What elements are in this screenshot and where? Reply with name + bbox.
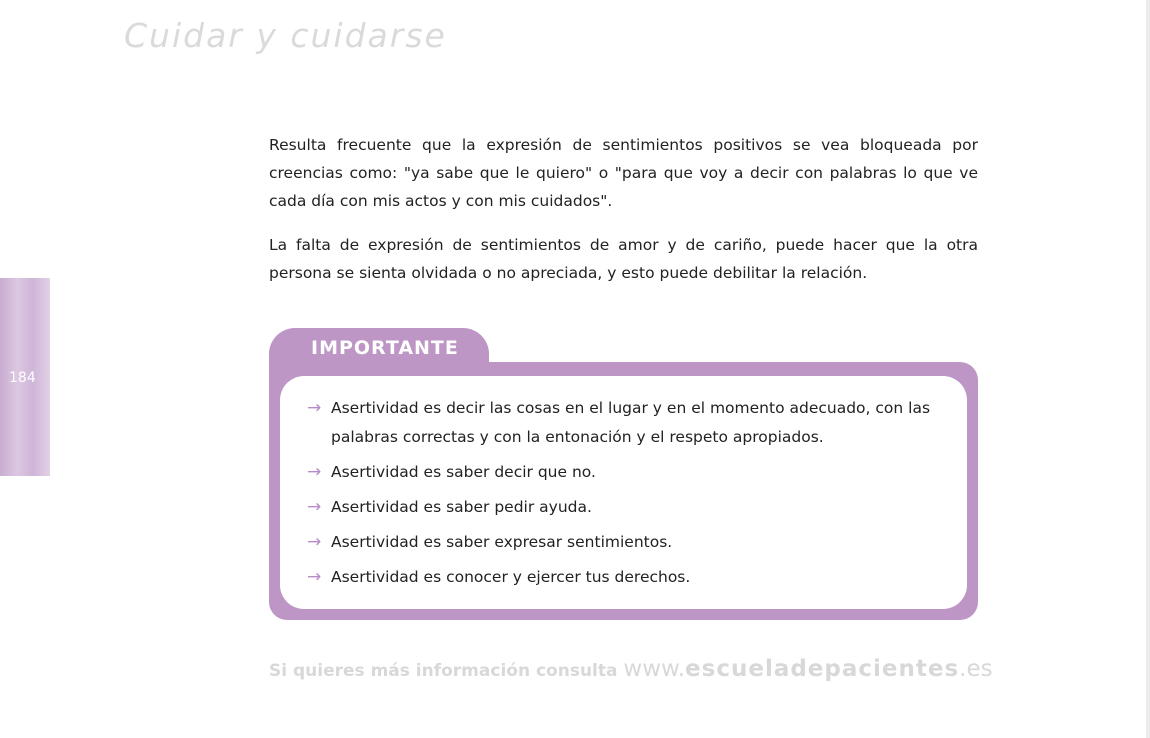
important-list	[307, 394, 947, 598]
list-item	[307, 394, 947, 452]
list-item	[307, 493, 947, 522]
paragraph-2: La falta de expresión de sentimientos de amor y de cariño, puede hacer que la otra persona se sienta olvidada o no apreciada, y esto puede debilitar la relación.	[269, 236, 978, 282]
arrow-right-icon: →	[307, 462, 322, 482]
list-item-text: Asertividad es saber expresar sentimientos.	[331, 533, 673, 551]
page-edge	[1146, 0, 1150, 738]
list-item-text: Asertividad es saber decir que no.	[331, 463, 596, 481]
list-item	[307, 458, 947, 487]
list-item	[307, 528, 947, 557]
footer-info	[269, 656, 993, 682]
arrow-right-icon: →	[307, 567, 322, 587]
list-item	[307, 563, 947, 592]
list-item-text: Asertividad es saber pedir ayuda.	[331, 498, 592, 516]
important-label: IMPORTANTE	[311, 337, 459, 359]
arrow-right-icon: →	[307, 398, 322, 418]
page-number: 184	[9, 370, 36, 386]
page-header-title: Cuidar y cuidarse	[124, 16, 447, 55]
footer-www: www.	[623, 656, 686, 682]
footer-domain: escueladepacientes	[685, 656, 960, 682]
arrow-right-icon: →	[307, 497, 322, 517]
footer-link[interactable]	[623, 656, 993, 682]
footer-prefix: Si quieres más información consulta	[269, 661, 624, 681]
list-item-text: Asertividad es decir las cosas en el lugar y en el momento adecuado, con las palabras correctas y con la entonación y el respeto apropiados.	[331, 399, 931, 446]
footer-tld: .es	[959, 656, 993, 682]
side-tab	[0, 278, 50, 476]
paragraph-1: Resulta frecuente que la expresión de sentimientos positivos se vea bloqueada por creencias como: "ya sabe que le quiero" o "para que voy a decir con palabras lo que ve cada día con mis actos y con mis cuidados".	[269, 136, 978, 210]
arrow-right-icon: →	[307, 532, 322, 552]
list-item-text: Asertividad es conocer y ejercer tus derechos.	[331, 568, 691, 586]
